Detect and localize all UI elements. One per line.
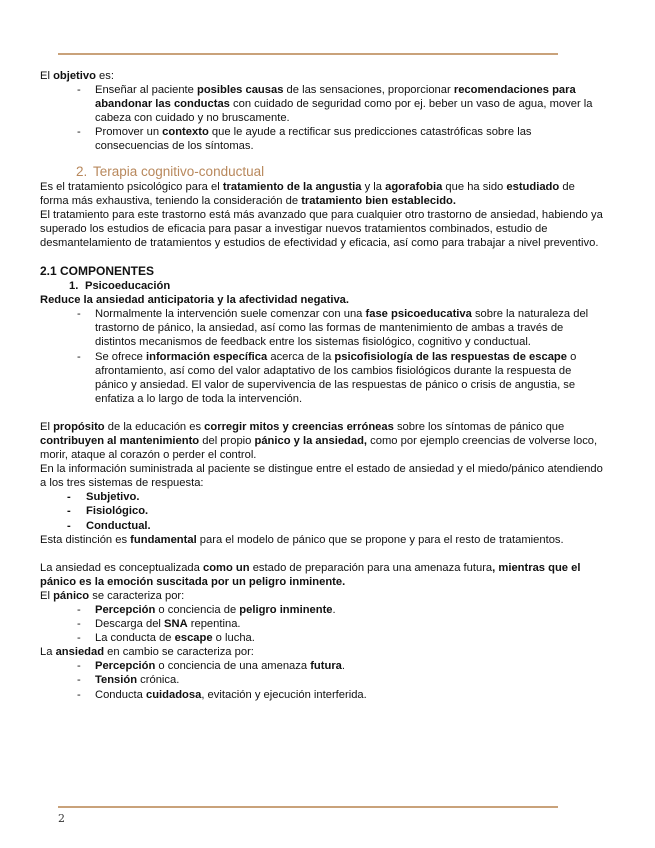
list-item: - Se ofrece información específica acerca de la psicofisiología de las respuestas de escape o afrontamiento, así como del valor adaptativo de los cambios fisiológicos durante la respuesta de pánico y ansiedad. El valor de supervivencia de las respuestas de pánico o crisis de angustia, se enfatiza a lo largo de toda la intervención. <box>95 350 605 406</box>
list-item: - Promover un contexto que le ayude a rectificar sus predicciones catastróficas sobre las consecuencias de los síntomas. <box>95 125 605 153</box>
objetivo-list <box>40 83 605 153</box>
panico-intro: El pánico se caracteriza por: <box>40 589 185 602</box>
tcc-paragraph-2: El tratamiento para este trastorno está más avanzado que para cualquier otro trastorno de ansiedad, habiendo ya superado los estudios de eficacia para pasar a investigar nuevos tratamientos combinados, estudio de desmantelamiento de tratamientos y estudios de efectividad y eficacia, así como para trabajar a nivel preventivo. <box>40 208 603 249</box>
psicoeducacion-subtitle: Reduce la ansiedad anticipatoria y la afectividad negativa. <box>40 294 350 307</box>
header-rule <box>58 53 558 55</box>
psicoeducacion-heading: 1. Psicoeducación <box>69 280 171 293</box>
sistemas-list <box>40 490 605 532</box>
list-item: - Percepción o conciencia de una amenaza futura. <box>95 659 605 673</box>
document-body <box>40 69 605 702</box>
proposito-paragraph: El propósito de la educación es corregir mitos y creencias erróneas sobre los síntomas de pánico que contribuyen al mantenimiento del propio pánico y la ansiedad, como por ejemplo creencias de volverse loco, morir, ataque al corazón o perder el control. <box>40 420 598 462</box>
list-item: - Conductual. <box>86 519 605 533</box>
psicoeducacion-list <box>40 307 605 406</box>
ansiedad-list <box>40 659 605 701</box>
list-item: - Descarga del SNA repentina. <box>95 617 605 631</box>
informacion-paragraph: En la información suministrada al paciente se distingue entre el estado de ansiedad y el miedo/pánico atendiendo a los tres sistemas de respuesta: <box>40 463 603 490</box>
ansiedad-concepto-paragraph: La ansiedad es conceptualizada como un estado de preparación para una amenaza futura, mientras que el pánico es la emoción suscitada por un peligro inminente. <box>40 561 581 588</box>
list-item: - Subjetivo. <box>86 490 605 504</box>
list-item: - Normalmente la intervención suele comenzar con una fase psicoeducativa sobre la naturaleza del trastorno de pánico, la ansiedad, así como las formas de mantenimiento de ambas a través de distintos mecanismos de feedback entre los sistemas fisiológico, cognitivo y conductual. <box>95 307 605 349</box>
list-item: - Fisiológico. <box>86 504 605 518</box>
section-title: 2. Terapia cognitivo-conductual <box>76 163 265 179</box>
panico-list <box>40 603 605 645</box>
footer-rule <box>58 806 558 808</box>
list-item: - Tensión crónica. <box>95 673 605 687</box>
page-number: 2 <box>58 812 65 825</box>
distincion-paragraph: Esta distinción es fundamental para el modelo de pánico que se propone y para el resto de tratamientos. <box>40 533 564 546</box>
objetivo-intro: El objetivo es: <box>40 70 114 82</box>
tcc-paragraph-1: Es el tratamiento psicológico para el tratamiento de la angustia y la agorafobia que ha sido estudiado de forma más exhaustiva, teniendo la consideración de tratamiento bien establecido. <box>40 180 575 207</box>
list-item: - Percepción o conciencia de peligro inminente. <box>95 603 605 617</box>
list-item: - Enseñar al paciente posibles causas de las sensaciones, proporcionar recomendaciones para abandonar las conductas con cuidado de seguridad como por ej. beber un vaso de agua, mover la cabeza con cuidado y no bruscamente. <box>95 83 605 125</box>
componentes-heading: 2.1 COMPONENTES <box>40 264 155 279</box>
list-item: - La conducta de escape o lucha. <box>95 631 605 645</box>
ansiedad-intro: La ansiedad en cambio se caracteriza por: <box>40 646 254 659</box>
list-item: - Conducta cuidadosa, evitación y ejecución interferida. <box>95 688 605 702</box>
